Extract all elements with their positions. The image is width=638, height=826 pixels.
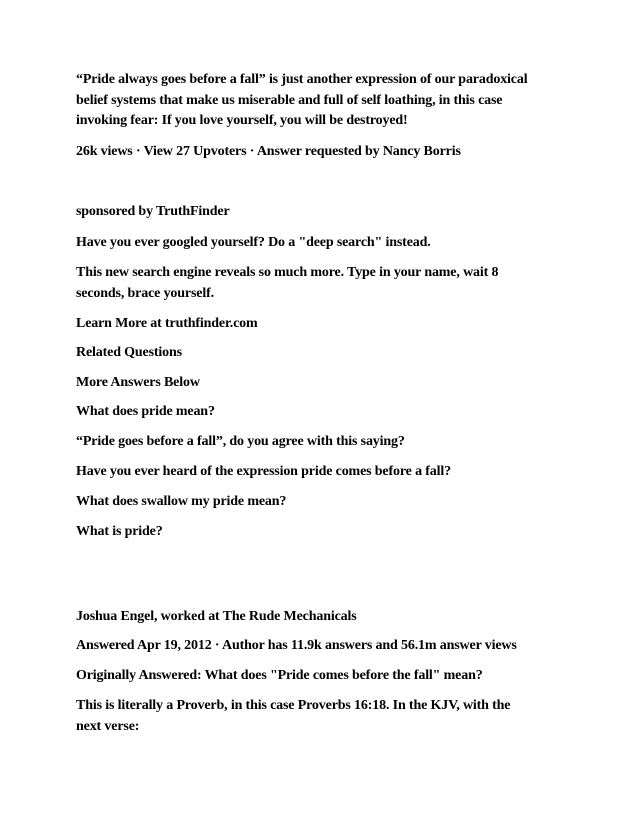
- stats-line: 26k views · View 27 Upvoters · Answer requested by Nancy Borris: [76, 144, 461, 159]
- answer-meta: Answered Apr 19, 2012 · Author has 11.9k answers and 56.1m answer views: [76, 638, 517, 653]
- intro-paragraph: [76, 70, 572, 132]
- ad-headline: Have you ever googled yourself? Do a "deep search" instead.: [76, 235, 431, 250]
- more-answers-label: More Answers Below: [76, 375, 200, 390]
- related-question[interactable]: What does pride mean?: [76, 404, 215, 419]
- related-questions-heading: Related Questions: [76, 345, 182, 360]
- ad-learn-more-link[interactable]: Learn More at truthfinder.com: [76, 316, 258, 331]
- sponsored-label: sponsored by TruthFinder: [76, 204, 230, 219]
- related-question[interactable]: What is pride?: [76, 524, 163, 539]
- related-question[interactable]: “Pride goes before a fall”, do you agree with this saying?: [76, 434, 405, 449]
- related-question[interactable]: What does swallow my pride mean?: [76, 494, 287, 509]
- ad-body: [76, 263, 572, 304]
- answer-body-line: This is literally a Proverb, in this case Proverbs 16:18. In the KJV, with the: [76, 698, 511, 713]
- intro-line: belief systems that make us miserable and full of self loathing, in this case: [76, 92, 503, 108]
- answer-body: [76, 696, 572, 737]
- related-question[interactable]: Have you ever heard of the expression pride comes before a fall?: [76, 464, 451, 479]
- answer-author: Joshua Engel, worked at The Rude Mechanicals: [76, 609, 357, 624]
- ad-body-line: This new search engine reveals so much more. Type in your name, wait 8: [76, 265, 499, 280]
- originally-answered: Originally Answered: What does "Pride comes before the fall" mean?: [76, 668, 483, 683]
- intro-line: “Pride always goes before a fall” is just another expression of our paradoxical: [76, 72, 528, 87]
- ad-body-line: seconds, brace yourself.: [76, 285, 214, 301]
- answer-body-line: next verse:: [76, 718, 140, 734]
- intro-line: invoking fear: If you love yourself, you will be destroyed!: [76, 113, 408, 128]
